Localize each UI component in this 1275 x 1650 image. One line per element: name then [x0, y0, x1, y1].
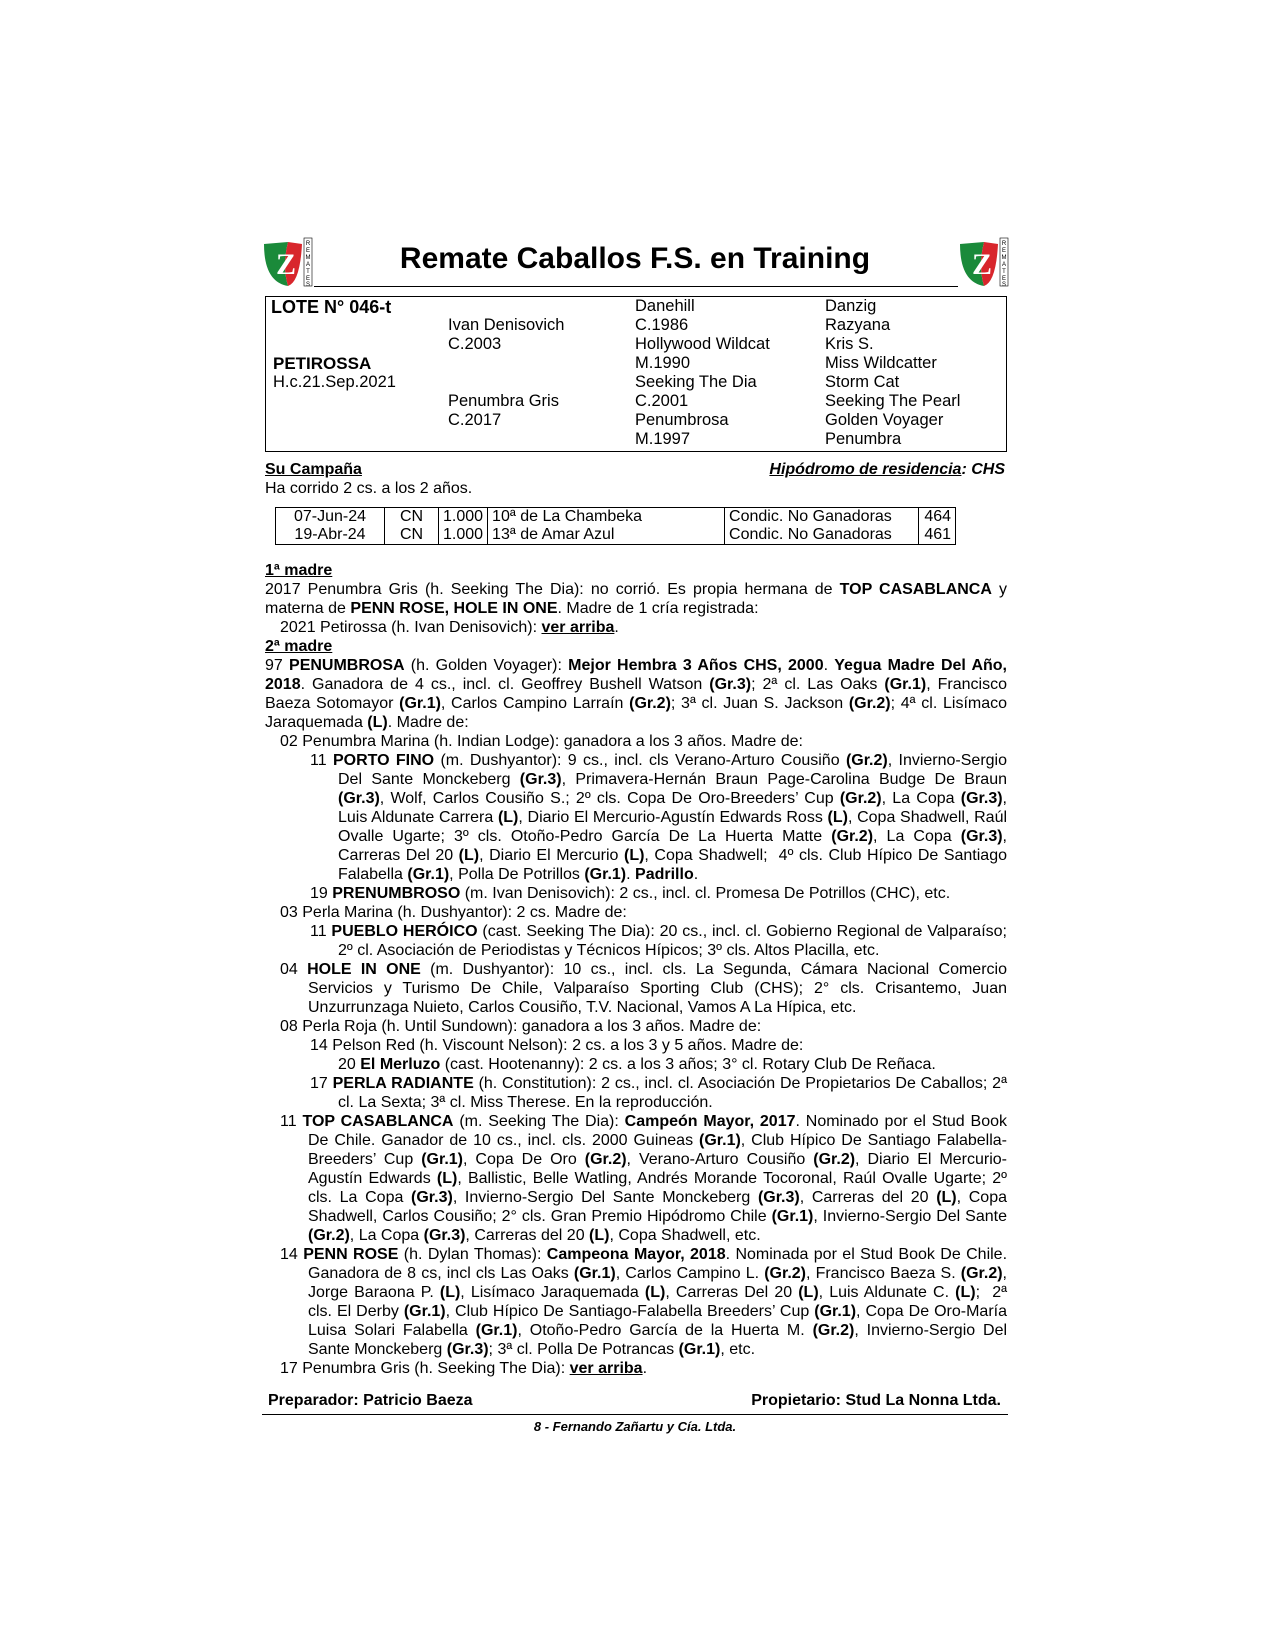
svg-text:R: R: [305, 241, 311, 247]
residence-value: : CHS: [961, 461, 1005, 478]
pedigree-g2: Penumbrosa: [635, 411, 729, 429]
svg-text:Z: Z: [972, 248, 993, 281]
zr-logo-right: [958, 236, 1010, 288]
produce-entry: 04 HOLE IN ONE (m. Dushyantor): 10 cs., incl. cls. La Segunda, Cámara Nacional Comercio Servicios y Turismo De Chile, Valparaíso Sporting Club (CHS); 2° cls. Crisantemo, Juan Unzurrunzaga Nuieto, Carlos Cousiño, T.V. Nacional, Vamos A La Hípica, etc.: [280, 961, 1007, 1016]
race-date: 07-Jun-24: [276, 508, 385, 527]
first-dam-produce: 2021 Petirossa (h. Ivan Denisovich): ver arriba.: [280, 619, 619, 636]
race-result: 10ª de La Chambeka: [488, 508, 725, 527]
campaign-summary: Ha corrido 2 cs. a los 2 años.: [265, 480, 473, 497]
pedigree-g3: Danzig: [825, 297, 877, 315]
svg-text:T: T: [306, 269, 310, 275]
pedigree-g2: M.1990: [635, 354, 691, 372]
first-dam-heading: 1ª madre: [265, 562, 333, 579]
produce-entry: 17 Penumbra Gris (h. Seeking The Dia): ver arriba.: [280, 1360, 648, 1377]
second-dam-text: 97 PENUMBROSA (h. Golden Voyager): Mejor Hembra 3 Años CHS, 2000. Yegua Madre Del Año, 2018. Ganadora de 4 cs., incl. cl. Geoffrey Bushell Watson (Gr.3); 2ª cl. Las Oaks (Gr.1), Francisco Baeza Sotomayor (Gr.1), Carlos Campino Larraín (Gr.2); 3ª cl. Juan S. Jackson (Gr.2); 4ª cl. Lisímaco Jaraquemada (L). Madre de:: [265, 657, 1008, 731]
svg-text:E: E: [305, 276, 311, 282]
svg-text:S: S: [1001, 282, 1007, 288]
table-row: [276, 526, 956, 545]
produce-entry: 02 Penumbra Marina (h. Indian Lodge): ganadora a los 3 años. Madre de:: [280, 733, 803, 750]
ver-arriba-link[interactable]: ver arriba: [541, 619, 615, 636]
produce-entry: 11 TOP CASABLANCA (m. Seeking The Dia): Campeón Mayor, 2017. Nominado por el Stud Book De Chile. Ganador de 10 cs., incl. cls. 2000 Guineas (Gr.1), Club Hípico De Santiago Falabella-Breeders’ Cup (Gr.1), Copa De Oro (Gr.2), Verano-Arturo Cousiño (Gr.2), Diario El Mercurio-Agustín Edwards (L), Ballistic, Belle Watling, Andrés Morande Tocoronal, Raúl Ovalle Ugarte; 2º cls. La Copa (Gr.3), Invierno-Sergio Del Sante Monckeberg (Gr.3), Carreras del 20 (L), Copa Shadwell, Carlos Cousiño; 2° cls. Gran Premio Hipódromo Chile (Gr.1), Invierno-Sergio Del Sante (Gr.2), La Copa (Gr.3), Carreras del 20 (L), Copa Shadwell, etc.: [280, 1113, 1008, 1244]
second-dam-heading: 2ª madre: [265, 638, 333, 655]
residence-label: Hipódromo de residencia: [769, 461, 962, 478]
produce-entry: 11 PUEBLO HERÓICO (cast. Seeking The Dia): 20 cs., incl. cl. Gobierno Regional de Valparaíso; 2º cl. Asociación de Periodistas y Técnicos Hípicos; 3º cls. Altos Placilla, etc.: [310, 923, 1007, 959]
svg-text:Z: Z: [276, 248, 297, 281]
svg-text:R: R: [1001, 241, 1007, 247]
pedigree-g3: Miss Wildcatter: [825, 354, 937, 372]
dam-info: C.2017: [448, 411, 502, 429]
campaign-heading: Su Campaña: [265, 461, 362, 478]
svg-text:T: T: [1002, 269, 1006, 275]
race-condition: Condic. No Ganadoras: [725, 526, 919, 545]
pedigree-g3: Seeking The Pearl: [825, 392, 961, 410]
race-track: CN: [385, 508, 439, 527]
pedigree-g3: Golden Voyager: [825, 411, 944, 429]
dam-name: Penumbra Gris: [448, 392, 559, 410]
produce-entry: 14 Pelson Red (h. Viscount Nelson): 2 cs. a los 3 y 5 años. Madre de:: [310, 1037, 804, 1054]
produce-entry: 11 PORTO FINO (m. Dushyantor): 9 cs., incl. cls Verano-Arturo Cousiño (Gr.2), Invierno-Sergio Del Sante Monckeberg (Gr.3), Primavera-Hernán Braun Page-Carolina Budge De Braun (Gr.3), Wolf, Carlos Cousiño S.; 2º cls. Copa De Oro-Breeders’ Cup (Gr.2), La Copa (Gr.3), Luis Aldunate Carrera (L), Diario El Mercurio-Agustín Edwards Ross (L), Copa Shadwell, Raúl Ovalle Ugarte; 3º cls. Otoño-Pedro García De La Huerta Matte (Gr.2), La Copa (Gr.3), Carreras Del 20 (L), Diario El Mercurio (L), Copa Shadwell; 4º cls. Club Hípico De Santiago Falabella (Gr.1), Polla De Potrillos (Gr.1). Padrillo.: [310, 752, 1008, 883]
trainer: Preparador: Patricio Baeza: [268, 1392, 473, 1409]
pedigree-g3: Razyana: [825, 316, 891, 334]
sire-name: Ivan Denisovich: [448, 316, 565, 334]
svg-text:A: A: [1001, 262, 1007, 268]
family-text: [265, 561, 1007, 1378]
pedigree-g2: M.1997: [635, 430, 691, 448]
horse-info: H.c.21.Sep.2021: [273, 373, 396, 391]
race-track: CN: [385, 526, 439, 545]
race-weight: 461: [919, 526, 956, 545]
produce-entry: 08 Perla Roja (h. Until Sundown): ganadora a los 3 años. Madre de:: [280, 1018, 762, 1035]
produce-entry: 03 Perla Marina (h. Dushyantor): 2 cs. Madre de:: [280, 904, 627, 921]
title-divider: [314, 286, 958, 287]
svg-text:M: M: [1001, 255, 1007, 261]
footer-divider: [262, 1414, 1008, 1415]
svg-text:E: E: [1001, 276, 1007, 282]
lot-number: LOTE N° 046-t: [271, 297, 392, 317]
svg-text:M: M: [305, 255, 311, 261]
owner: Propietario: Stud La Nonna Ltda.: [751, 1392, 1001, 1409]
ver-arriba-link[interactable]: ver arriba: [569, 1360, 643, 1377]
race-distance: 1.000: [439, 526, 488, 545]
pedigree-g2: Danehill: [635, 297, 695, 315]
pedigree-g2: C.2001: [635, 392, 689, 410]
pedigree-box: [265, 296, 1007, 452]
pedigree-g3: Penumbra: [825, 430, 902, 448]
svg-text:S: S: [305, 282, 311, 288]
produce-entry: 19 PRENUMBROSO (m. Ivan Denisovich): 2 cs., incl. cl. Promesa De Potrillos (CHC), etc.: [310, 885, 951, 902]
pedigree-g3: Kris S.: [825, 335, 874, 353]
race-result: 13ª de Amar Azul: [488, 526, 725, 545]
table-row: [276, 508, 956, 527]
produce-entry: 17 PERLA RADIANTE (h. Constitution): 2 cs., incl. cl. Asociación De Propietarios De Caballos; 2ª cl. La Sexta; 3ª cl. Miss Therese. En la reproducción.: [310, 1075, 1008, 1111]
horse-name: PETIROSSA: [273, 354, 372, 373]
produce-entry: 14 PENN ROSE (h. Dylan Thomas): Campeona Mayor, 2018. Nominada por el Stud Book De Chile. Ganadora de 8 cs, incl cls Las Oaks (Gr.1), Carlos Campino L. (Gr.2), Francisco Baeza S. (Gr.2), Jorge Baraona P. (L), Lisímaco Jaraquemada (L), Carreras Del 20 (L), Luis Aldunate C. (L); 2ª cls. El Derby (Gr.1), Club Hípico De Santiago-Falabella Breeders’ Cup (Gr.1), Copa De Oro-María Luisa Solari Falabella (Gr.1), Otoño-Pedro García de la Huerta M. (Gr.2), Invierno-Sergio Del Sante Monckeberg (Gr.3); 3ª cl. Polla De Potrancas (Gr.1), etc.: [280, 1246, 1008, 1358]
svg-text:A: A: [305, 262, 311, 268]
produce-entry: 20 El Merluzo (cast. Hootenanny): 2 cs. a los 3 años; 3° cl. Rotary Club De Reñaca.: [338, 1056, 936, 1073]
pedigree-g2: Seeking The Dia: [635, 373, 757, 391]
page-title: Remate Caballos F.S. en Training: [399, 242, 871, 275]
pedigree-g2: Hollywood Wildcat: [635, 335, 770, 353]
residence: [769, 461, 1005, 479]
first-dam-text: 2017 Penumbra Gris (h. Seeking The Dia): no corrió. Es propia hermana de TOP CASABLANCA y materna de PENN ROSE, HOLE IN ONE. Madre de 1 cría registrada:: [265, 581, 1007, 617]
race-condition: Condic. No Ganadoras: [725, 508, 919, 527]
svg-text:E: E: [1001, 248, 1007, 254]
page-number: 8 - Fernando Zañartu y Cía. Ltda.: [533, 1419, 737, 1434]
race-distance: 1.000: [439, 508, 488, 527]
race-weight: 464: [919, 508, 956, 527]
sire-info: C.2003: [448, 335, 502, 353]
zr-logo-left: [262, 236, 314, 288]
race-table: [275, 507, 956, 545]
race-date: 19-Abr-24: [276, 526, 385, 545]
pedigree-g2: C.1986: [635, 316, 689, 334]
svg-text:E: E: [305, 248, 311, 254]
pedigree-g3: Storm Cat: [825, 373, 900, 391]
